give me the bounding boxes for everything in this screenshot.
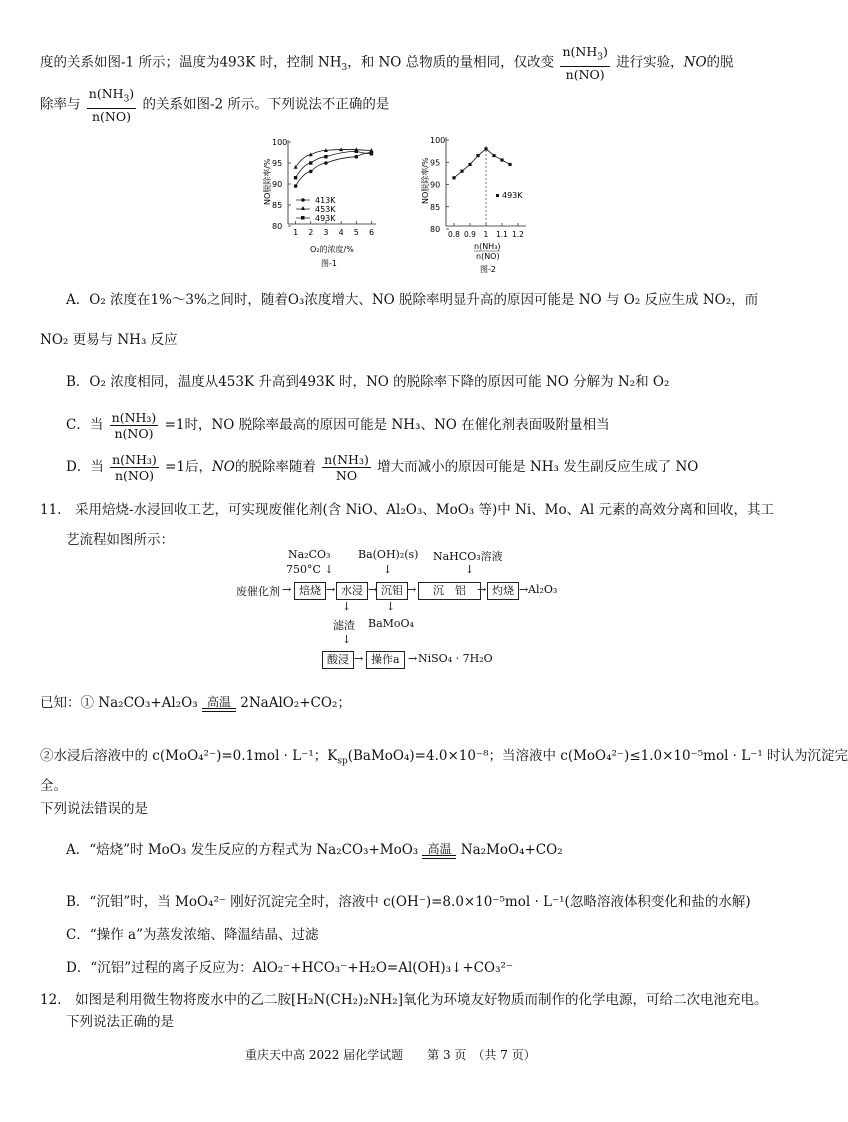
frac-num: n(NH₃): [112, 452, 157, 467]
point-493K: [468, 163, 471, 166]
intro-text: 除率与: [40, 96, 81, 113]
x-tick-label: 0.9: [464, 230, 476, 239]
arrow-right: →: [407, 583, 417, 596]
y-tick-label: 100: [272, 138, 288, 147]
frac-num: n(NH₃): [324, 452, 369, 467]
x-tick-label: 5: [353, 228, 359, 237]
ratio-fraction: [110, 410, 159, 441]
reagent-na2co3: Na₂CO₃: [288, 548, 331, 561]
fig2-ylabel: NO脱除率/%: [421, 157, 430, 204]
y-tick-label: 80: [272, 222, 283, 231]
y-tick-label: 95: [430, 158, 441, 168]
point-413K: [354, 155, 358, 159]
reaction-arrow: [422, 843, 456, 859]
known-text: ②水浸后溶液中的 c(MoO₄²⁻)=0.1mol · L⁻¹；K: [40, 748, 338, 764]
condition-text: 高温: [206, 694, 231, 709]
step-mo-precip: 沉钼: [376, 582, 408, 600]
y-tick-label: 85: [430, 202, 441, 212]
step-water-leach: 水浸: [336, 582, 368, 600]
figure-1-chart: [258, 135, 398, 275]
y-tick-label: 100: [430, 136, 446, 145]
q10-option-a-line1: A．O₂ 浓度在1%～3%之间时，随着O₃浓度增大、NO 脱除率明显升高的原因可能是 NO 与 O₂ 反应生成 NO₂，而: [66, 292, 759, 308]
point-493K: [508, 163, 511, 166]
known-text: 2NaAlO₂+CO₂；: [240, 695, 351, 711]
intro-text: 的脱: [706, 54, 734, 71]
option-text: =1后，: [165, 459, 212, 475]
ratio-fraction: $\frac{n(NH_3)}{n(NO)}$: [88, 86, 135, 124]
arrow-right: →: [326, 583, 336, 596]
x-tick-label: 1.1: [496, 230, 508, 239]
arrow-right: →: [282, 583, 292, 596]
ratio-fraction: [110, 452, 159, 483]
option-text: 增大而减小的原因可能是 NH₃ 发生副反应生成了 NO: [377, 459, 699, 475]
reaction-arrow: [202, 696, 236, 712]
step-acid-leach: 酸浸: [322, 651, 354, 669]
legend-413: 413K: [315, 196, 336, 205]
ratio-fraction: [322, 452, 371, 483]
q11-option-b: B．“沉钼”时，当 MoO₄²⁻ 刚好沉淀完全时，溶液中 c(OH⁻)=8.0×10⁻⁵mol · L⁻¹(忽略溶液体积变化和盐的水解): [66, 894, 751, 910]
intro-text: 度的关系如图-1 所示；温度为493K 时，控制 NH: [40, 54, 342, 71]
point-413K: [324, 161, 328, 165]
frac-num: n(NH: [88, 86, 124, 101]
q11-known-1: [40, 693, 351, 713]
option-text: 的脱除率随着: [234, 459, 316, 475]
option-text: NO: [211, 459, 235, 475]
fig2-legend: 493K: [502, 191, 523, 200]
intro-text: 和 NO 总物质的量相同，仅改变: [360, 54, 555, 71]
q12-stem-line2: 下列说法正确的是: [66, 1014, 174, 1030]
point-493K: [324, 155, 327, 158]
fig1-caption: 图-1: [321, 259, 337, 268]
option-text: C．当: [66, 417, 104, 433]
q10-option-b: B．O₂ 浓度相同，温度从453K 升高到493K 时，NO 的脱除率下降的原因可能 NO 分解为 N₂和 O₂: [66, 374, 670, 390]
reagent-nahco3: NaHCO₃溶液: [433, 550, 503, 563]
q11-ask: 下列说法错误的是: [40, 801, 148, 817]
frac-num: n(NH₃): [111, 410, 157, 425]
arrow-down: ↓: [383, 563, 393, 576]
frac-num: n(NH: [562, 44, 598, 59]
frac-den: NO: [335, 468, 358, 483]
q11-known-2-cont: 全。: [40, 778, 67, 794]
arrow-right: →: [354, 652, 364, 665]
x-tick-label: 1: [293, 228, 299, 237]
fig1-ylabel: NO脱除率/%: [263, 158, 272, 205]
product-niso4: NiSO₄ · 7H₂O: [418, 652, 493, 665]
x-tick-label: 2: [308, 228, 314, 237]
reagent-baoh2: Ba(OH)₂(s): [358, 548, 419, 561]
q11-known-2: [40, 746, 848, 772]
y-tick-label: 90: [272, 180, 283, 189]
fig2-caption: 图-2: [480, 265, 496, 274]
series-line-493K: [454, 149, 510, 178]
fig2-xlabel-den: n(NO): [476, 252, 500, 261]
q12-stem-line1: 12. 如图是利用微生物将废水中的乙二胺[H₂N(CH₂)₂NH₂]氧化为环境友好物质而制作的化学电源，可给二次电池充电。: [40, 992, 768, 1008]
x-tick-label: 1: [483, 230, 489, 239]
reagent-temp: 750°C ↓: [286, 563, 334, 576]
arrow-down: ↓: [465, 563, 475, 576]
figure-2-chart: [418, 132, 533, 280]
q11-stem-line1: 11. 采用焙烧-水浸回收工艺，可实现废催化剂(含 NiO、Al₂O₃、MoO₃ 等)中 Ni、Mo、Al 元素的高效分离和回收，其工: [40, 502, 774, 518]
x-tick-label: 3: [323, 228, 329, 237]
ksp-subscript: sp: [337, 756, 348, 767]
x-tick-label: 1.2: [512, 230, 524, 239]
point-413K: [294, 184, 298, 188]
frac-den: n(NO): [91, 108, 131, 124]
step-calcine: 灼烧: [487, 582, 519, 600]
y-tick-label: 90: [430, 180, 441, 190]
fig1-legend: [296, 196, 336, 223]
series-line-413K: [296, 153, 372, 187]
q11-option-d: D．“沉铝”过程的离子反应为：AlO₂⁻+HCO₃⁻+H₂O=Al(OH)₃↓+CO₃²⁻: [66, 960, 514, 976]
option-text: A．“焙烧”时 MoO₃ 发生反应的方程式为 Na₂CO₃+MoO₃: [66, 842, 419, 858]
arrow-right: →: [408, 652, 418, 665]
arrow-right: →: [519, 583, 529, 596]
known-text: (BaMoO₄)=4.0×10⁻⁸；当溶液中 c(MoO₄²⁻)≤1.0×10⁻⁵mol · L⁻¹ 时认为沉淀完: [347, 748, 848, 764]
step-operation-a: 操作a: [366, 651, 405, 669]
known-text: 已知：① Na₂CO₃+Al₂O₃: [40, 695, 198, 711]
fig2-xlabel-num: n(NH₃): [474, 242, 501, 251]
q11-option-c: C．“操作 a”为蒸发浓缩、降温结晶、过滤: [66, 927, 319, 943]
point-493K: [476, 154, 479, 157]
intro-line-1: 度的关系如图-1 所示；温度为493K 时，控制 $NH_3$，和 NO 总物质的量相同，仅改变 $\frac{n(NH_3)}{n(NO)}$ 进行实验，NO的脱: [40, 44, 734, 82]
point-413K: [309, 170, 313, 174]
arrow-down: ↓: [342, 600, 352, 613]
condition-text: 高温: [427, 841, 452, 856]
bamoo4-label: BaMoO₄: [368, 617, 414, 630]
point-493K: [294, 176, 297, 179]
arrow-down: ↓: [342, 633, 352, 646]
point-493K: [452, 176, 455, 179]
y-tick-label: 95: [272, 159, 283, 168]
product-al2o3: Al₂O₃: [528, 583, 558, 596]
legend-493: 493K: [315, 214, 336, 223]
legend-453: 453K: [315, 205, 336, 214]
q10-option-a-line2: NO₂ 更易与 NH₃ 反应: [40, 332, 178, 348]
y-tick-label: 85: [272, 201, 283, 210]
residue-label: 滤渣: [333, 619, 355, 632]
point-493K: [370, 152, 373, 155]
flow-start: 废催化剂: [236, 585, 280, 598]
frac-den: n(NO): [114, 426, 154, 441]
fig1-xlabel: O₂的浓度/%: [310, 245, 354, 254]
q11-stem-line2: 艺流程如图所示：: [66, 532, 174, 548]
x-tick-label: 0.8: [448, 230, 460, 239]
arrow-right: →: [477, 583, 487, 596]
x-tick-label: 4: [338, 228, 344, 237]
q10-option-d: [66, 452, 698, 483]
y-tick-label: 80: [430, 225, 441, 234]
x-tick-label: 6: [368, 228, 375, 237]
point-493K: [500, 158, 503, 161]
option-text: =1时，NO 脱除率最高的原因可能是 NH₃、NO 在催化剂表面吸附量相当: [164, 417, 610, 433]
point-493K: [492, 154, 495, 157]
option-text: Na₂MoO₄+CO₂: [460, 842, 563, 858]
q10-option-c: [66, 410, 610, 441]
point-493K: [355, 150, 358, 153]
step-al-precip: 沉 铝: [418, 582, 481, 600]
q11-option-a: [66, 840, 563, 860]
point-493K: [309, 161, 312, 164]
intro-text: NO: [683, 54, 707, 71]
ratio-fraction: $\frac{n(NH_3)}{n(NO)}$: [562, 44, 608, 82]
arrow-right: →: [368, 583, 378, 596]
page-footer: 重庆天中高 2022 届化学试题 第 3 页 （共 7 页）: [245, 1048, 536, 1062]
option-text: D．当: [66, 459, 104, 475]
frac-den: n(NO): [565, 66, 605, 82]
intro-line-2: [40, 86, 389, 124]
arrow-down: ↓: [386, 600, 396, 613]
intro-text: 进行实验，: [616, 54, 684, 71]
intro-text: 的关系如图-2 所示。下列说法不正确的是: [142, 96, 390, 113]
point-493K: [460, 170, 463, 173]
frac-den: n(NO): [114, 468, 154, 483]
step-roast: 焙烧: [294, 582, 326, 600]
